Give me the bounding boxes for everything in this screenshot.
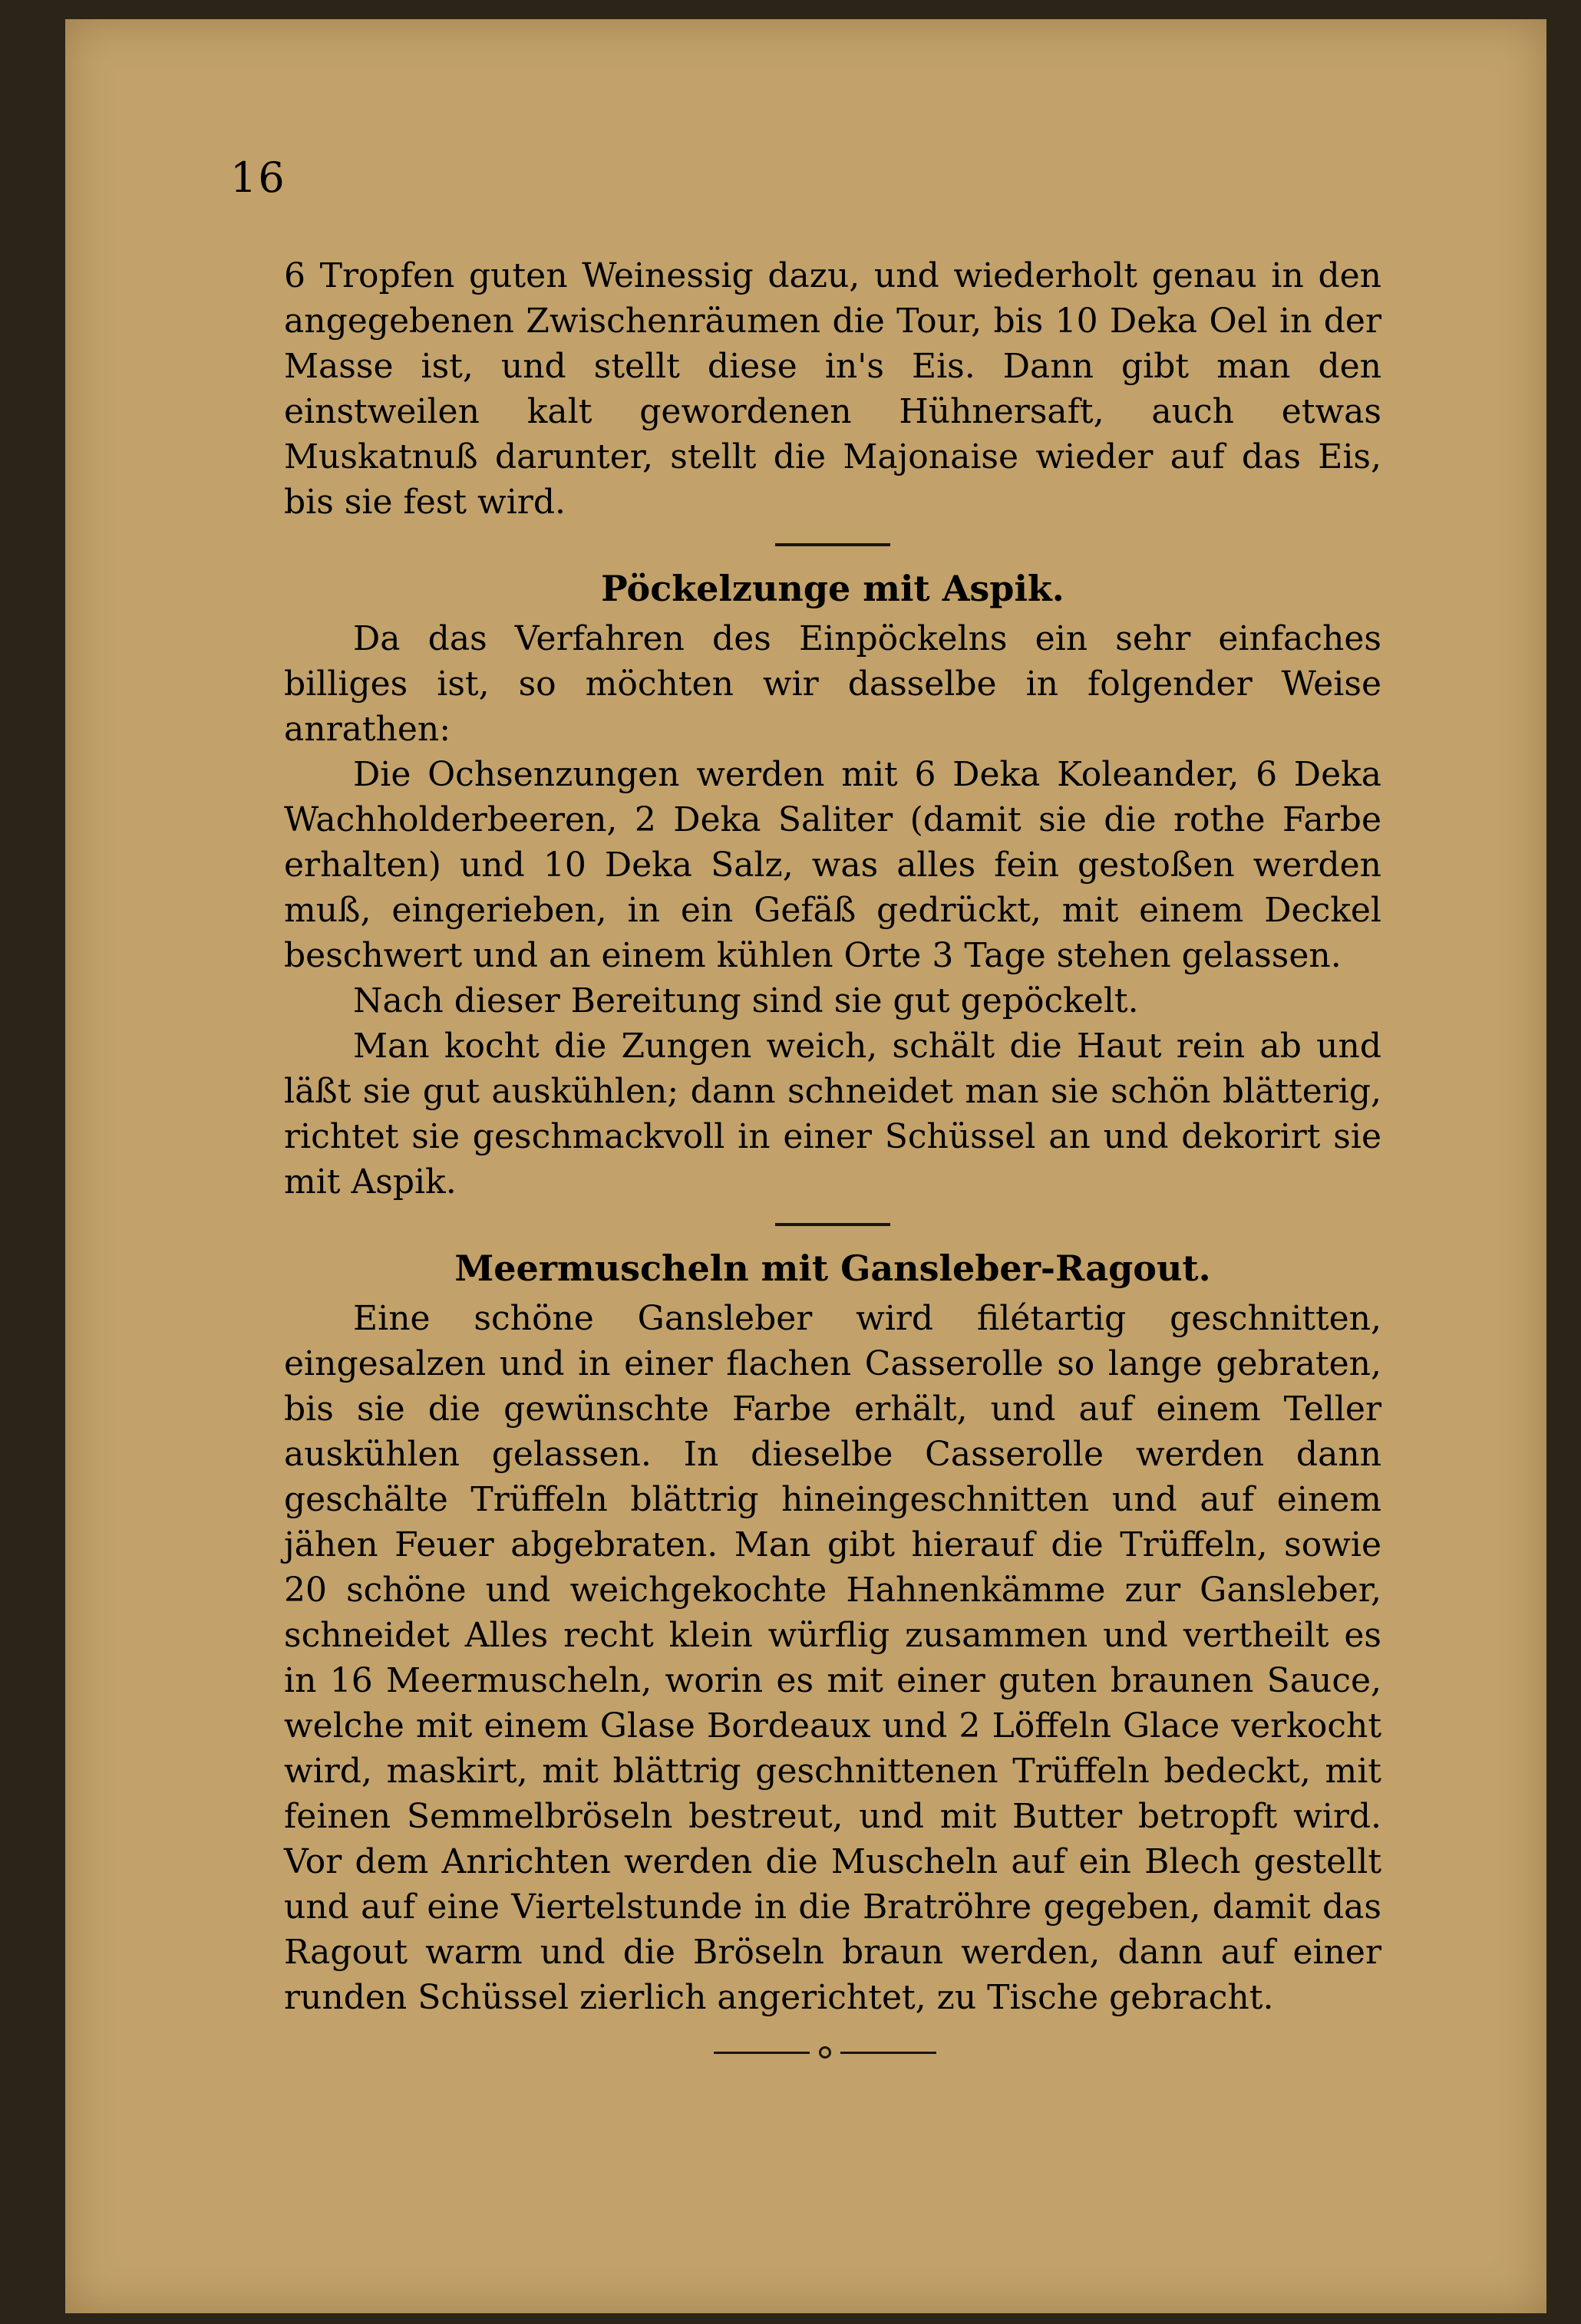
intro-paragraph: 6 Tropfen guten Weinessig dazu, und wiederholt genau in den angegebenen Zwischenräumen die Tour, bis 10 Deka Oel in der Masse ist, und stellt diese in's Eis. Dann gibt man den einstweilen kalt gewordenen Hühnersaft, auch etwas Muskatnuß darunter, stellt die Majonaise wieder auf das Eis, bis sie fest wird. bbox=[284, 256, 1381, 522]
paragraph: Man kocht die Zungen weich, schält die Haut rein ab und läßt sie gut auskühlen; dann schneidet man sie schön blätterig, richtet sie geschmackvoll in einer Schüssel an und dekorirt sie mit Aspik. bbox=[284, 1027, 1381, 1202]
page-number: 16 bbox=[230, 153, 286, 202]
paragraph: Nach dieser Bereitung sind sie gut gepöckelt. bbox=[353, 981, 1139, 1020]
section-divider bbox=[775, 543, 890, 546]
end-ornament bbox=[714, 2045, 936, 2060]
paragraph: Da das Verfahren des Einpöckelns ein sehr einfaches billiges ist, so möchten wir dasselbe in folgender Weise anrathen: bbox=[284, 619, 1381, 749]
section-title-meermuscheln: Meermuscheln mit Gansleber-Ragout. bbox=[454, 1248, 1211, 1289]
paragraph: Eine schöne Gansleber wird filétartig geschnitten, eingesalzen und in einer flachen Casserolle so lange gebraten, bis sie die gewünschte Farbe erhält, und auf einem Teller auskühlen gelassen. In dieselbe Casserolle werden dann geschälte Trüffeln blättrig hineingeschnitten und auf einem jähen Feuer abgebraten. Man gibt hierauf die Trüffeln, sowie 20 schöne und weichgekochte Hahnenkämme zur Gansleber, schneidet Alles recht klein würflig zusammen und vertheilt es in 16 Meermuscheln, worin es mit einer guten braunen Sauce, welche mit einem Glase Bordeaux und 2 Löffeln Glace verkocht wird, maskirt, mit blättrig geschnittenen Trüffeln bedeckt, mit feinen Semmelbröseln bestreut, und mit Butter betropft wird. Vor dem Anrichten werden die Muscheln auf ein Blech gestellt und auf eine Viertelstunde in die Bratröhre gegeben, damit das Ragout warm und die Bröseln braun werden, dann auf einer runden Schüssel zierlich angerichtet, zu Tische gebracht. bbox=[284, 1299, 1381, 2017]
section-divider bbox=[775, 1223, 890, 1226]
page-text bbox=[284, 253, 1381, 2020]
paragraph: Die Ochsenzungen werden mit 6 Deka Koleander, 6 Deka Wachholderbeeren, 2 Deka Saliter (damit sie die rothe Farbe erhalten) und 10 Deka Salz, was alles fein gestoßen werden muß, eingerieben, in ein Gefäß gedrückt, mit einem Deckel beschwert und an einem kühlen Orte 3 Tage stehen gelassen. bbox=[284, 755, 1381, 975]
section-title-poeckelzunge: Pöckelzunge mit Aspik. bbox=[601, 568, 1064, 609]
